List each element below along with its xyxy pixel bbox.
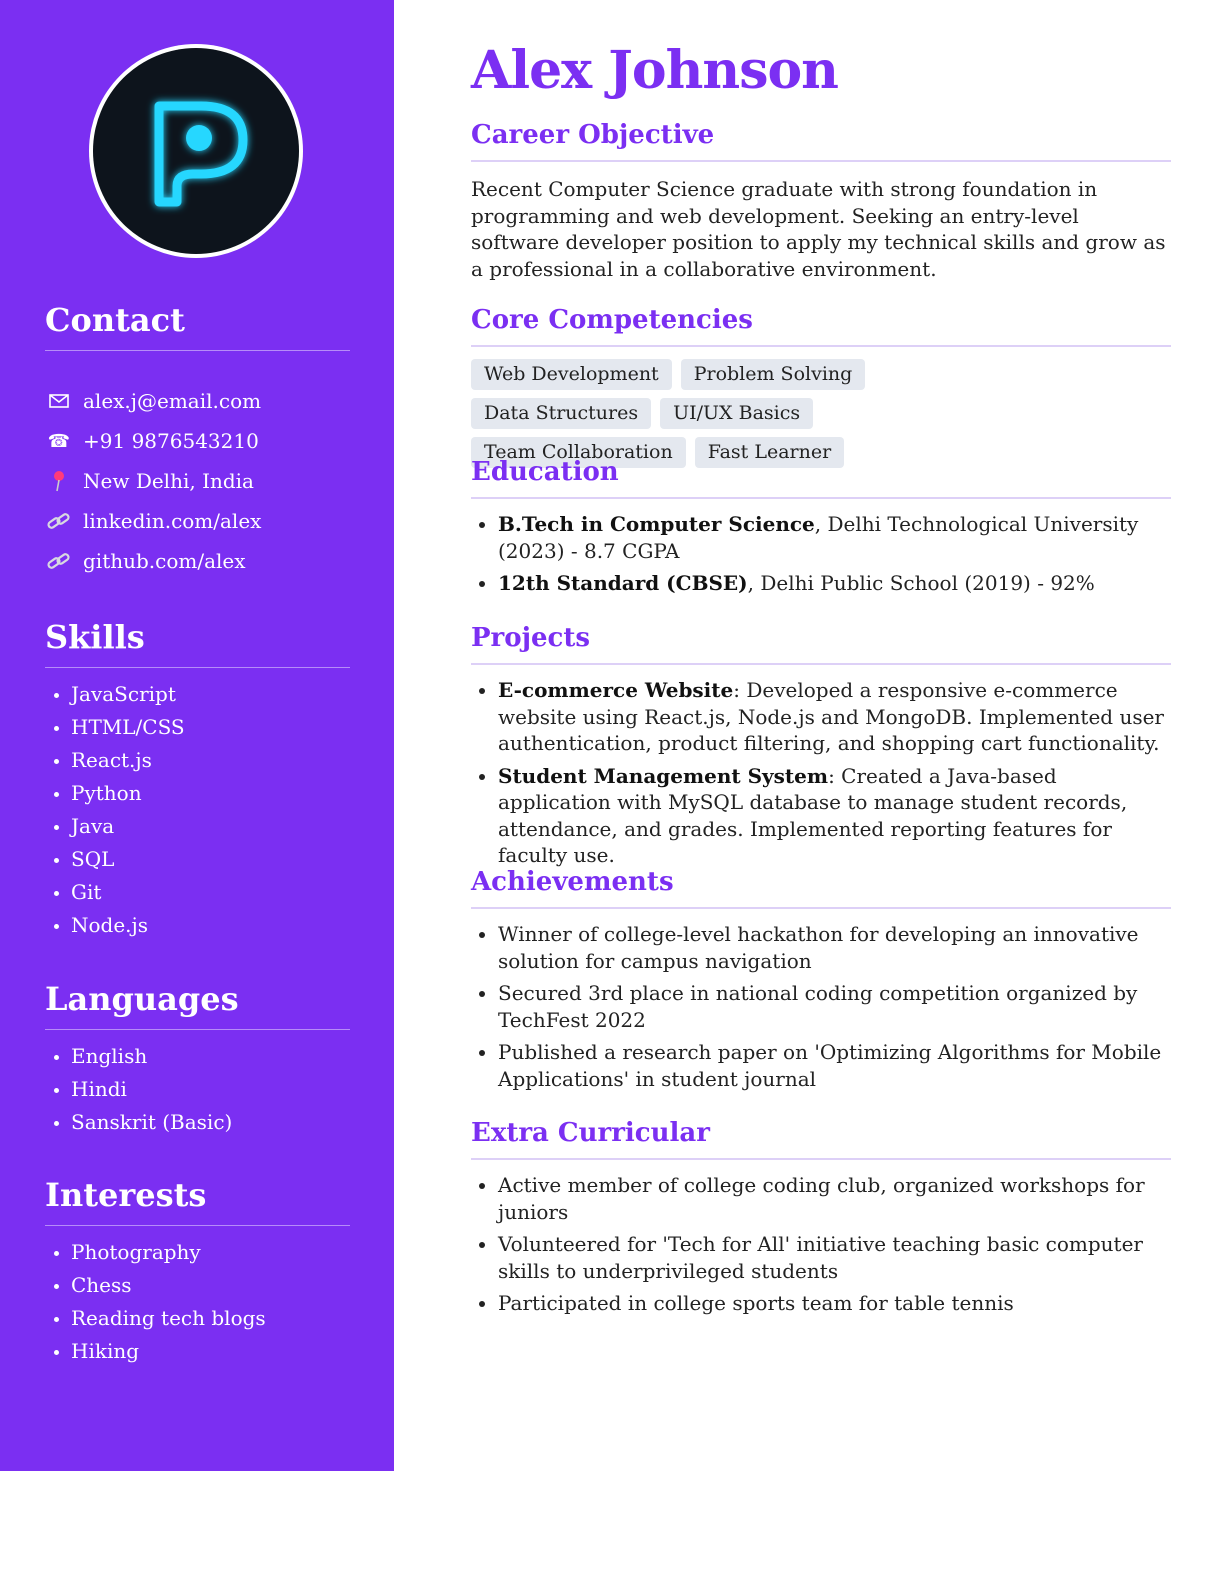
contact-github[interactable] [45,541,350,581]
education-detail: , Delhi Technological University (2023) - 8.7 CGPA [498,512,1139,563]
competency-tag: UI/UX Basics [660,398,813,429]
competency-tag: Fast Learner [695,437,844,468]
projects-list [471,677,1171,869]
education-section [471,455,1171,603]
competency-tag: Web Development [471,359,672,390]
list-item: • Volunteered for 'Tech for All' initiative teaching basic computer skills to underprivileged students [498,1231,1171,1284]
list-item: • Node.js [71,909,350,942]
languages-section [45,979,350,1139]
achievements-heading: Achievements [471,865,1171,909]
pin-icon [45,470,73,492]
contact-heading: Contact [45,300,350,351]
skills-section [45,617,350,942]
project-title: E-commerce Website [498,678,734,702]
list-item: • Hindi [71,1073,350,1106]
achievements-section [471,865,1171,1098]
education-detail: , Delhi Public School (2019) - 92% [747,571,1095,595]
skills-list [45,678,350,942]
interests-heading: Interests [45,1175,350,1226]
objective-heading: Career Objective [471,118,1171,162]
list-item: • React.js [71,744,350,777]
list-item: • Reading tech blogs [71,1302,350,1335]
contact-linkedin-text: linkedin.com/alex [83,509,262,533]
languages-list [45,1040,350,1139]
contact-location-text: New Delhi, India [83,469,254,493]
contact-section [45,300,350,581]
phone-icon: ☎ [47,430,71,452]
contact-list [45,381,350,581]
competencies-heading: Core Competencies [471,303,1171,347]
list-item: • Hiking [71,1335,350,1368]
interests-list [45,1236,350,1368]
list-item: • Active member of college coding club, organized workshops for juniors [498,1172,1171,1225]
link-icon [45,551,73,571]
education-title: B.Tech in Computer Science [498,512,815,536]
projects-section [471,621,1171,875]
competency-tag: Team Collaboration [471,437,686,468]
list-item [498,763,1171,869]
contact-github-text: github.com/alex [83,549,246,573]
competency-tag: Data Structures [471,398,651,429]
list-item: • SQL [71,843,350,876]
list-item: • Winner of college-level hackathon for developing an innovative solution for campus navigation [498,921,1171,974]
objective-section [471,118,1171,282]
list-item: • Published a research paper on 'Optimizing Algorithms for Mobile Applications' in student journal [498,1039,1171,1092]
contact-email-text: alex.j@email.com [83,389,262,413]
contact-linkedin[interactable] [45,501,350,541]
avatar [89,44,303,258]
contact-phone[interactable] [45,421,350,461]
contact-phone-text: +91 9876543210 [83,429,259,453]
list-item: • Photography [71,1236,350,1269]
projects-heading: Projects [471,621,1171,665]
list-item: • Python [71,777,350,810]
interests-section [45,1175,350,1368]
education-heading: Education [471,455,1171,499]
objective-text: Recent Computer Science graduate with strong foundation in programming and web development. Seeking an entry-level software developer position to apply my technical skills and grow as a professional in a collaborative environment. [471,177,1166,281]
p-logo-icon [93,48,299,254]
list-item: • English [71,1040,350,1073]
list-item: • Java [71,810,350,843]
envelope-icon [45,393,73,409]
extra-curricular-section [471,1116,1171,1323]
project-detail: : Developed a responsive e-commerce website using React.js, Node.js and MongoDB. Implemented user authentication, product filtering, and shopping cart functionality. [498,678,1164,755]
extra-curricular-list [471,1172,1171,1317]
link-icon [45,511,73,531]
contact-location [45,461,350,501]
competencies-section [471,303,1171,468]
list-item: • Secured 3rd place in national coding competition organized by TechFest 2022 [498,980,1171,1033]
list-item [498,511,1171,564]
list-item [498,570,1171,597]
list-item: • HTML/CSS [71,711,350,744]
project-title: Student Management System [498,763,829,788]
project-detail: : Created a Java-based application with MySQL database to manage student records, attendance, and grades. Implemented reporting features for faculty use. [498,763,1128,867]
list-item: • Sanskrit (Basic) [71,1106,350,1139]
achievements-list [471,921,1171,1092]
extra-curricular-heading: Extra Curricular [471,1116,1171,1160]
list-item: • Participated in college sports team for table tennis [498,1290,1171,1317]
competency-tag: Problem Solving [681,359,866,390]
list-item: • JavaScript [71,678,350,711]
education-title: 12th Standard (CBSE) [498,571,748,595]
education-list [471,511,1171,597]
list-item [498,677,1171,757]
sidebar [0,0,394,1471]
contact-email[interactable] [45,381,350,421]
languages-heading: Languages [45,979,350,1030]
page-title: Alex Johnson [471,40,838,101]
list-item: • Git [71,876,350,909]
list-item: • Chess [71,1269,350,1302]
skills-heading: Skills [45,617,350,668]
competency-tags [471,359,1031,468]
